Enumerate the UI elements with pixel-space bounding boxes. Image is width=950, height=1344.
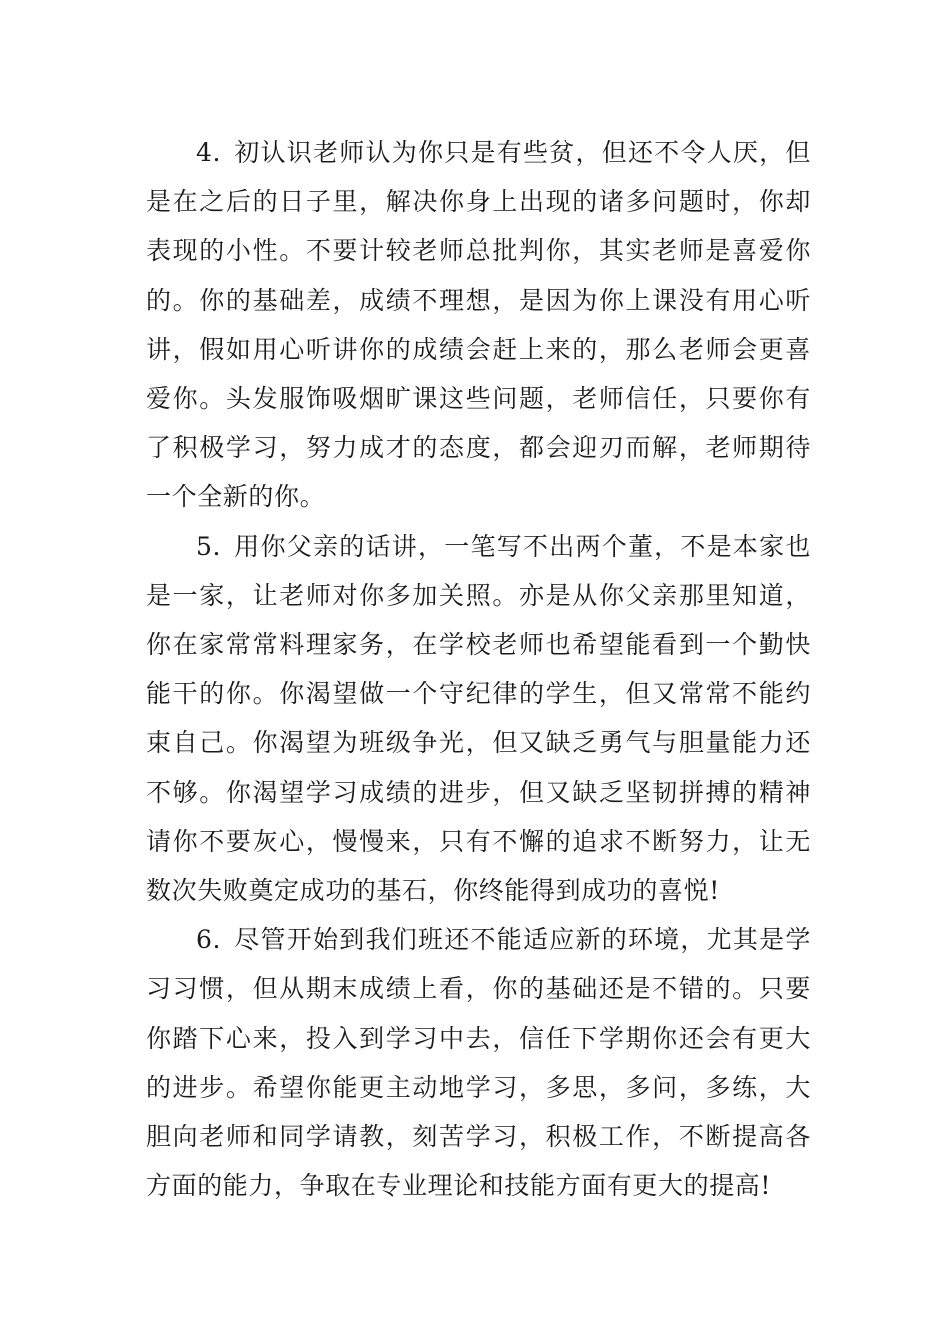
paragraph-6-text: 尽管开始到我们班还不能适应新的环境，尤其是学习习惯，但从期末成绩上看，你的基础还是不错的。只要你踏下心来，投入到学习中去，信任下学期你还会有更大的进步。希望你能更主动地学习，多思，多问，多练，大胆向老师和同学请教，刻苦学习，积极工作，不断提高各方面的能力，争取在专业理论和技能方面有更大的提高!: [146, 925, 812, 1201]
paragraph-4: [146, 128, 811, 522]
paragraph-5-text: 用你父亲的话讲，一笔写不出两个董，不是本家也是一家，让老师对你多加关照。亦是从你父亲那里知道，你在家常常料理家务，在学校老师也希望能看到一个勤快能干的你。你渴望做一个守纪律的学生，但又常常不能约束自己。你渴望为班级争光，但又缺乏勇气与胆量能力还不够。你渴望学习成绩的进步，但又缺乏坚韧拼搏的精神请你不要灰心，慢慢来，只有不懈的追求不断努力，让无数次失败奠定成功的基石，你终能得到成功的喜悦!: [146, 531, 812, 906]
paragraph-5-number: 5.: [196, 531, 222, 561]
paragraph-5: [146, 522, 811, 916]
paragraph-4-number: 4.: [196, 138, 222, 167]
paragraph-4-text: 初认识老师认为你只是有些贫，但还不令人厌，但是在之后的日子里，解决你身上出现的诸多问题时，你却表现的小性。不要计较老师总批判你，其实老师是喜爱你的。你的基础差，成绩不理想，是因为你上课没有用心听讲，假如用心听讲你的成绩会赶上来的，那么老师会更喜爱你。头发服饰吸烟旷课这些问题，老师信任，只要你有了积极学习，努力成才的态度，都会迎刃而解，老师期待一个全新的你。: [146, 138, 812, 512]
document-body: [146, 128, 811, 1210]
paragraph-6-number: 6.: [196, 925, 222, 955]
paragraph-6: [146, 915, 811, 1210]
